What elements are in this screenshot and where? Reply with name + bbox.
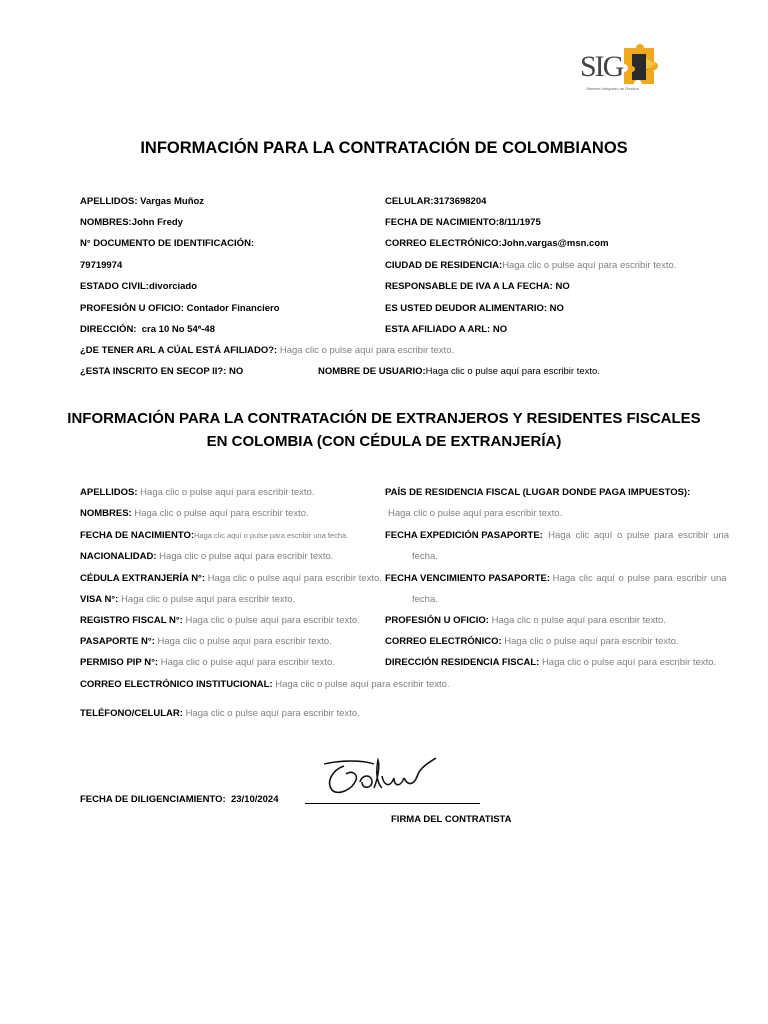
ciudad-input[interactable]: Haga clic o pulse aquí para escribir texto.: [502, 260, 677, 271]
ext-visa-field: VISA N°: Haga clic o pulse aquí para escribir texto.: [80, 594, 296, 605]
signature-image: [322, 752, 442, 800]
usuario-input[interactable]: Haga clic o pulse aquí para escribir texto.: [425, 366, 600, 377]
arl-cual-field: ¿DE TENER ARL A CÚAL ESTÁ AFILIADO?: Haga clic o pulse aquí para escribir texto.: [80, 345, 455, 356]
ciudad-field: CIUDAD DE RESIDENCIA:Haga clic o pulse aquí para escribir texto.: [385, 260, 677, 271]
logo-tagline: Sistema Integrado de Gestión: [586, 86, 639, 91]
ext-pip-field: PERMISO PIP N°: Haga clic o pulse aquí para escribir texto.: [80, 657, 335, 668]
ext-telefono-field: TELÉFONO/CELULAR: Haga clic o pulse aquí para escribir texto.: [80, 708, 360, 719]
logo-text: SIG: [580, 50, 623, 83]
arl-field: ESTA AFILIADO A ARL: NO: [385, 324, 508, 335]
ext-nacionalidad-input[interactable]: Haga clic o pulse aquí para escribir texto.: [159, 551, 334, 562]
fecha-diligenciamiento: FECHA DE DILIGENCIAMIENTO: 23/10/2024: [80, 794, 279, 805]
ext-correo-inst-field: CORREO ELECTRÓNICO INSTITUCIONAL: Haga clic o pulse aquí para escribir texto.: [80, 679, 450, 690]
ext-direccion-field: DIRECCIÓN RESIDENCIA FISCAL: Haga clic o pulse aquí para escribir texto.: [385, 657, 717, 668]
ext-telefono-input[interactable]: Haga clic o pulse aquí para escribir texto.: [185, 708, 360, 719]
ext-registro-field: REGISTRO FISCAL N°: Haga clic o pulse aquí para escribir texto.: [80, 615, 360, 626]
ext-nombres-field: NOMBRES: Haga clic o pulse aquí para escribir texto.: [80, 508, 309, 519]
ext-correo-field: CORREO ELECTRÓNICO: Haga clic o pulse aquí para escribir texto.: [385, 636, 679, 647]
ext-apellidos-input[interactable]: Haga clic o pulse aquí para escribir texto.: [140, 487, 315, 498]
ext-profesion-input[interactable]: Haga clic o pulse aquí para escribir texto.: [491, 615, 666, 626]
ext-nacionalidad-field: NACIONALIDAD: Haga clic o pulse aquí para escribir texto.: [80, 551, 334, 562]
signature-line: [305, 803, 480, 804]
ext-correo-input[interactable]: Haga clic o pulse aquí para escribir texto.: [504, 636, 679, 647]
sig-logo: [580, 42, 660, 98]
nacimiento-field: FECHA DE NACIMIENTO:8/11/1975: [385, 217, 541, 228]
ext-venc-pasaporte-input-cont[interactable]: fecha.: [412, 594, 438, 605]
ext-pasaporte-field: PASAPORTE N°: Haga clic o pulse aquí para escribir texto.: [80, 636, 332, 647]
apellidos-field: APELLIDOS: Vargas Muñoz: [80, 196, 205, 207]
ext-visa-input[interactable]: Haga clic o pulse aquí para escribir texto.: [120, 594, 296, 605]
ext-correo-inst-input[interactable]: Haga clic o pulse aquí para escribir texto.: [275, 679, 450, 690]
deudor-field: ES USTED DEUDOR ALIMENTARIO: NO: [385, 303, 564, 314]
ext-pasaporte-input[interactable]: Haga clic o pulse aquí para escribir texto.: [157, 636, 332, 647]
secop-field: ¿ESTA INSCRITO EN SECOP II?: NO: [80, 366, 244, 377]
ext-cedula-field: CÉDULA EXTRANJERÍA N°: Haga clic o pulse aquí para escribir texto.: [80, 573, 382, 584]
ext-exp-pasaporte-input[interactable]: Haga clic aquí o pulse para escribir una: [548, 530, 729, 541]
ext-direccion-input[interactable]: Haga clic o pulse aquí para escribir texto.: [541, 657, 717, 668]
section2-title-line1: INFORMACIÓN PARA LA CONTRATACIÓN DE EXTRANJEROS Y RESIDENTES FISCALES: [67, 410, 701, 427]
iva-field: RESPONSABLE DE IVA A LA FECHA: NO: [385, 281, 570, 292]
ext-venc-pasaporte-field: FECHA VENCIMIENTO PASAPORTE: Haga clic aquí o pulse para escribir una: [385, 573, 727, 584]
firma-label: FIRMA DEL CONTRATISTA: [391, 814, 512, 825]
ext-venc-pasaporte-input[interactable]: Haga clic aquí o pulse para escribir una: [552, 573, 727, 584]
ext-nacimiento-input[interactable]: Haga clic aquí o pulse para escribir una fecha.: [194, 531, 349, 540]
ext-pais-label: PAÍS DE RESIDENCIA FISCAL (LUGAR DONDE PAGA IMPUESTOS):: [385, 487, 691, 498]
ext-nacimiento-field: FECHA DE NACIMIENTO:Haga clic aquí o pulse para escribir una fecha.: [80, 530, 349, 541]
usuario-field: NOMBRE DE USUARIO:Haga clic o pulse aquí para escribir texto.: [318, 366, 600, 377]
ext-exp-pasaporte-input-cont[interactable]: fecha.: [412, 551, 438, 562]
ext-pais-input[interactable]: Haga clic o pulse aquí para escribir texto.: [388, 508, 563, 519]
ext-pip-input[interactable]: Haga clic o pulse aquí para escribir texto.: [160, 657, 335, 668]
profesion-field: PROFESIÓN U OFICIO: Contador Financiero: [80, 303, 280, 314]
ext-profesion-field: PROFESIÓN U OFICIO: Haga clic o pulse aquí para escribir texto.: [385, 615, 666, 626]
correo-field: CORREO ELECTRÓNICO:John.vargas@msn.com: [385, 238, 609, 249]
section1-title: INFORMACIÓN PARA LA CONTRATACIÓN DE COLOMBIANOS: [140, 139, 628, 157]
section2-title-line2: EN COLOMBIA (CON CÉDULA DE EXTRANJERÍA): [206, 433, 562, 450]
ext-exp-pasaporte-field: FECHA EXPEDICIÓN PASAPORTE: Haga clic aquí o pulse para escribir una: [385, 530, 729, 541]
celular-field: CELULAR:3173698204: [385, 196, 487, 207]
ext-apellidos-field: APELLIDOS: Haga clic o pulse aquí para escribir texto.: [80, 487, 315, 498]
arl-cual-input[interactable]: Haga clic o pulse aquí para escribir texto.: [279, 345, 455, 356]
puzzle-logo-icon: [618, 44, 660, 88]
ext-cedula-input[interactable]: Haga clic o pulse aquí para escribir texto.: [207, 573, 382, 584]
estado-civil-field: ESTADO CIVIL:divorciado: [80, 281, 198, 292]
documento-label: N° DOCUMENTO DE IDENTIFICACIÓN:: [80, 238, 255, 249]
ext-nombres-input[interactable]: Haga clic o pulse aquí para escribir texto.: [134, 508, 309, 519]
ext-registro-input[interactable]: Haga clic o pulse aquí para escribir texto.: [185, 615, 360, 626]
direccion-field: DIRECCIÓN: cra 10 No 54ª-48: [80, 324, 215, 335]
documento-value: 79719974: [80, 260, 123, 271]
nombres-field: NOMBRES:John Fredy: [80, 217, 183, 228]
